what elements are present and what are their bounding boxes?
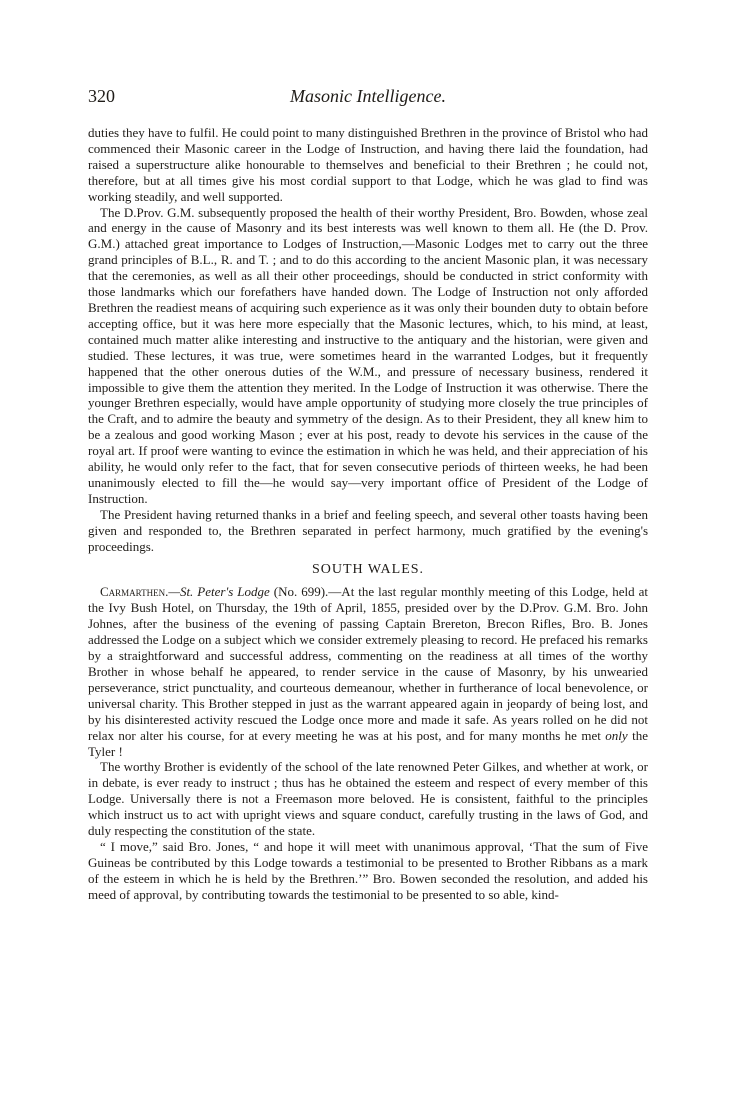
page-header — [88, 86, 648, 110]
paragraph: The D.Prov. G.M. subsequently proposed the health of their worthy President, Bro. Bowden, whose zeal and energy in the cause of Masonry and its best interests was well known to them all. He (the D. Prov. G.M.) attached great importance to Lodges of Instruction,—Masonic Lodges met to carry out the three grand principles of B.L., R. and T. ; and to do this according to the ancient Masonic plan, it was necessary that the ceremonies, as well as all their other proceedings, should be conducted in strict conformity with those landmarks which our forefathers have handed down. The Lodge of Instruction not only afforded Brethren the readiest means of acquiring such experience as it was only their bounden duty to obtain before accepting office, but it was here more especially that the Masonic lectures, which, to his mind, at least, contained much matter alike interesting and instructive to the antiquary and the historian, were given and studied. These lectures, it was true, were sometimes heard in the warranted Lodges, but it frequently happened that the other onerous duties of the W.M., and pressure of necessary business, rendered it impossible to give them the attention they merited. In the Lodge of Instruction it was otherwise. There the younger Brethren especially, would have ample opportunity of studying more closely the true principles of the Craft, and to admire the beauty and symmetry of the design. As to their President, they all knew him to be a zealous and good working Mason ; ever at his post, ready to devote his services in the cause of the royal art. If proof were wanting to evince the estimation in which he was held, and their appreciation of his ability, he would only refer to the fact, that for seven consecutive periods of thirteen weeks, he had been unanimously elected to fill the—he would say—very important office of President of the Lodge of Instruction. — [88, 204, 648, 506]
lodge-name: —St. Peter's Lodge — [168, 584, 270, 600]
page-number: 320 — [88, 86, 115, 106]
paragraph-text: the Tyler ! — [88, 727, 648, 759]
paragraph-text: (No. 699).—At the last regular monthly meeting of this Lodge, held at the Ivy Bush Hotel, on Thursday, the 19th of April, 1855, presided over by the D.Prov. G.M. Bro. John Johnes, after the business of the evening of passing Captain Brereton, Brecon Rifles, Bro. B. Jones addressed the Lodge on a subject which we consider extremely pleasing to record. He prefaced his remarks by a straightforward and successful address, commenting on the readiness at all times of the worthy Brother in whose behalf he appeared, to render service in the cause of Masonry, by his unwearied perseverance, strict punctuality, and courteous demeanour, whether in furtherance of local benevolence, or universal charity. This Brother stepped in just as the warrant appeared again in jeopardy of being lost, and by his disinterested activity rescued the Lodge once more and made it safe. As years rolled on he did not relax nor alter his course, for at every meeting he was at his post, and for many months he met — [88, 584, 648, 743]
article-body — [88, 125, 648, 903]
emphasis: only — [605, 727, 628, 743]
paragraph: “ I move,” said Bro. Jones, “ and hope it will meet with unanimous approval, ‘That the sum of Five Guineas be contributed by this Lodge towards a testimonial to be presented to Brother Ribbans as a mark of the esteem in which he is held by the Brethren.’” Bro. Bowen seconded the resolution, and added his meed of approval, by contributing towards the testimonial to be presented to so able, kind- — [88, 838, 648, 902]
section-heading: SOUTH WALES. — [311, 562, 425, 578]
paragraph — [88, 584, 648, 759]
running-title: Masonic Intelligence. — [290, 86, 446, 106]
paragraph: The President having returned thanks in a brief and feeling speech, and several other toasts having been given and responded to, the Brethren separated in perfect harmony, much gratified by the evening's proceedings. — [88, 506, 648, 554]
paragraph: duties they have to fulfil. He could point to many distinguished Brethren in the province of Bristol who had commenced their Masonic career in the Lodge of Instruction, and having there laid the foundation, had raised a superstructure alike honourable to themselves and beneficial to their Brethren ; he could not, therefore, but at all times give his most cordial support to that Lodge, which he was glad to find was working steadily, and well supported. — [88, 125, 648, 204]
place-name: Carmarthen. — [100, 584, 169, 600]
paragraph: The worthy Brother is evidently of the school of the late renowned Peter Gilkes, and whether at work, or in debate, is ever ready to instruct ; thus has he obtained the esteem and respect of every member of this Lodge. Universally there is not a Freemason more beloved. He is consistent, faithful to the principles which instruct us to act with upright views and square conduct, carefully trusting in the laws of God, and duly respecting the constitution of the state. — [88, 759, 648, 839]
